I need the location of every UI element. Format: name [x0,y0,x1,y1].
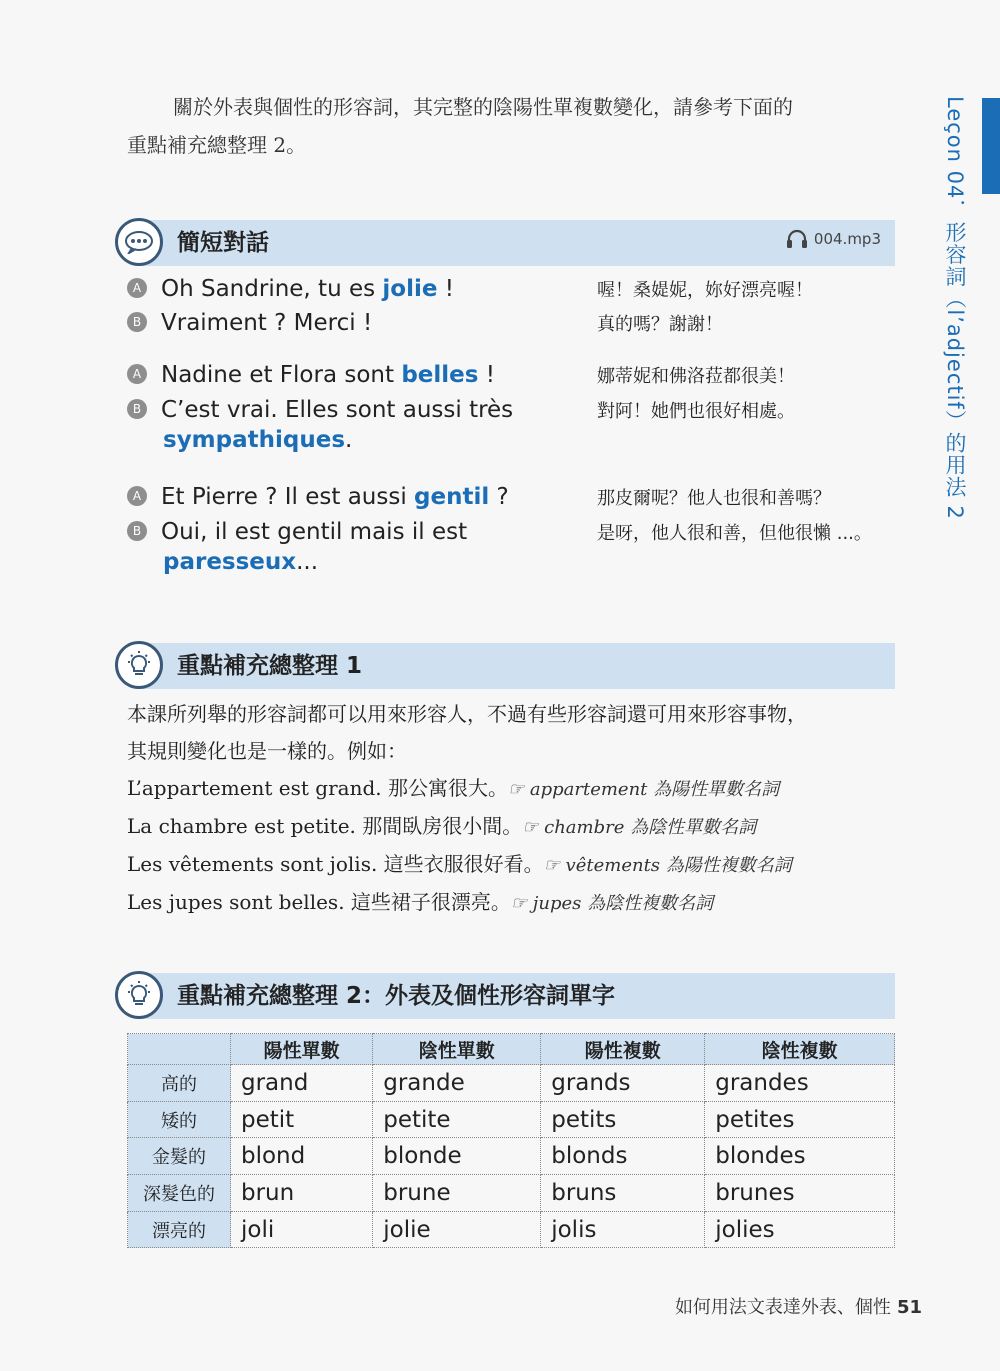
table-cell: brunes [705,1175,895,1212]
summary1-paragraph-line: 其規則變化也是一樣的。例如： [127,739,407,763]
summary1-body [127,696,907,922]
row-label: 高的 [128,1065,231,1102]
summary1-title: 重點補充總整理 1 [177,653,363,679]
dialogue-translation: 喔！桑媞妮，妳好漂亮喔！ [597,280,813,301]
table-cell: blonde [373,1138,541,1175]
table-cell: grands [541,1065,705,1102]
highlight-word: gentil [414,484,490,510]
table-row [128,1065,895,1102]
table-cell: bruns [541,1175,705,1212]
audio-track[interactable] [786,229,881,249]
page-footer [675,1293,922,1319]
intro-line-1: 關於外表與個性的形容詞，其完整的陰陽性單複數變化，請參考下面的 [173,95,793,119]
example-note: ☞ vêtements 為陽性複數名詞 [543,855,792,876]
table-cell: petite [373,1101,541,1138]
speaker-badge: A [127,486,147,506]
table-cell: jolis [541,1211,705,1248]
table-cell: grande [373,1065,541,1102]
table-cell: blond [231,1138,373,1175]
table-cell: petites [705,1101,895,1138]
dialogue-line: B Vraiment ? Merci ! 真的嗎？謝謝！ [127,310,907,336]
table-header-row [128,1034,895,1065]
example-line: La chambre est petite. 那間臥房很小間。☞ chambre 為陰性單數名詞 [127,814,757,838]
table-cell: brun [231,1175,373,1212]
example-line: Les vêtements sont jolis. 這些衣服很好看。☞ vêtements 為陽性複數名詞 [127,852,792,876]
row-label: 矮的 [128,1101,231,1138]
example-note: ☞ jupes 為陰性複數名詞 [510,893,714,914]
dialogue-title: 簡短對話 [177,230,269,256]
audio-filename: 004.mp3 [813,230,881,248]
adjective-table [127,1033,895,1248]
speech-bubble-icon [115,218,163,266]
table-header-cell [128,1034,231,1065]
lightbulb-icon [115,971,163,1019]
table-cell: jolies [705,1211,895,1248]
example-note: ☞ appartement 為陽性單數名詞 [508,779,780,800]
table-cell: jolie [373,1211,541,1248]
table-header-cell: 陰性單數 [373,1034,541,1065]
highlight-word: sympathiques [163,427,346,453]
table-cell: petits [541,1101,705,1138]
table-cell: joli [231,1211,373,1248]
table-cell: brune [373,1175,541,1212]
dialogue-translation: 那皮爾呢？他人也很和善嗎？ [597,488,831,509]
table-cell: blondes [705,1138,895,1175]
example-line: Les jupes sont belles. 這些裙子很漂亮。☞ jupes 為陰性複數名詞 [127,890,714,914]
table-cell: grandes [705,1065,895,1102]
highlight-word: belles [401,362,479,388]
table-cell: petit [231,1101,373,1138]
speaker-badge: B [127,399,147,419]
dialogue-line: B Oui, il est gentil mais il est paresseux... 是呀，他人很和善，但他很懶 ...。 [127,519,907,575]
table-header-cell: 陰性複數 [705,1034,895,1065]
footer-chapter-title: 如何用法文表達外表、個性 [674,1297,891,1318]
row-label: 金髮的 [128,1138,231,1175]
summary1-header [115,640,895,690]
chapter-side-title: Leçon 04．形容詞（l’adjectif）的用法 2 [943,96,967,520]
dialogue-line: A Et Pierre ? Il est aussi gentil ? 那皮爾呢？他人也很和善嗎？ [127,484,907,510]
example-note: ☞ chambre 為陰性單數名詞 [522,817,757,838]
dialogue-translation: 對阿！她們也很好相處。 [597,401,795,422]
speaker-badge: B [127,521,147,541]
table-row [128,1211,895,1248]
summary1-paragraph-line: 本課所列舉的形容詞都可以用來形容人，不過有些形容詞還可用來形容事物， [127,702,807,726]
dialogue-translation: 是呀，他人很和善，但他很懶 ...。 [597,523,872,544]
summary2-title: 重點補充總整理 2：外表及個性形容詞單字 [177,983,616,1009]
dialogue-header [115,217,895,267]
speaker-badge: A [127,278,147,298]
table-cell: blonds [541,1138,705,1175]
dialogue-line: A Nadine et Flora sont belles ! 娜蒂妮和佛洛菈都很美！ [127,362,907,388]
dialogue-translation: 娜蒂妮和佛洛菈都很美！ [597,366,795,387]
speaker-badge: A [127,364,147,384]
dialogue-line: B C’est vrai. Elles sont aussi très sympathiques. 對阿！她們也很好相處。 [127,397,907,453]
table-cell: grand [231,1065,373,1102]
example-line: L’appartement est grand. 那公寓很大。☞ appartement 為陽性單數名詞 [127,776,780,800]
table-header-cell: 陽性單數 [231,1034,373,1065]
table-header-cell: 陽性複數 [541,1034,705,1065]
chapter-tab-marker [982,98,1000,194]
speaker-badge: B [127,312,147,332]
intro-line-2: 重點補充總整理 2。 [127,133,307,157]
row-label: 深髮色的 [128,1175,231,1212]
table-row [128,1138,895,1175]
highlight-word: jolie [382,276,438,302]
headphones-icon [786,229,808,249]
row-label: 漂亮的 [128,1211,231,1248]
highlight-word: paresseux [163,549,297,575]
table-row [128,1175,895,1212]
table-row [128,1101,895,1138]
dialogue-line: A Oh Sandrine, tu es jolie ! 喔！桑媞妮，妳好漂亮喔！ [127,276,907,302]
intro-paragraph [127,88,897,164]
lightbulb-icon [115,641,163,689]
page-number: 51 [896,1297,922,1318]
summary2-header [115,970,895,1020]
dialogue-translation: 真的嗎？謝謝！ [597,314,723,335]
